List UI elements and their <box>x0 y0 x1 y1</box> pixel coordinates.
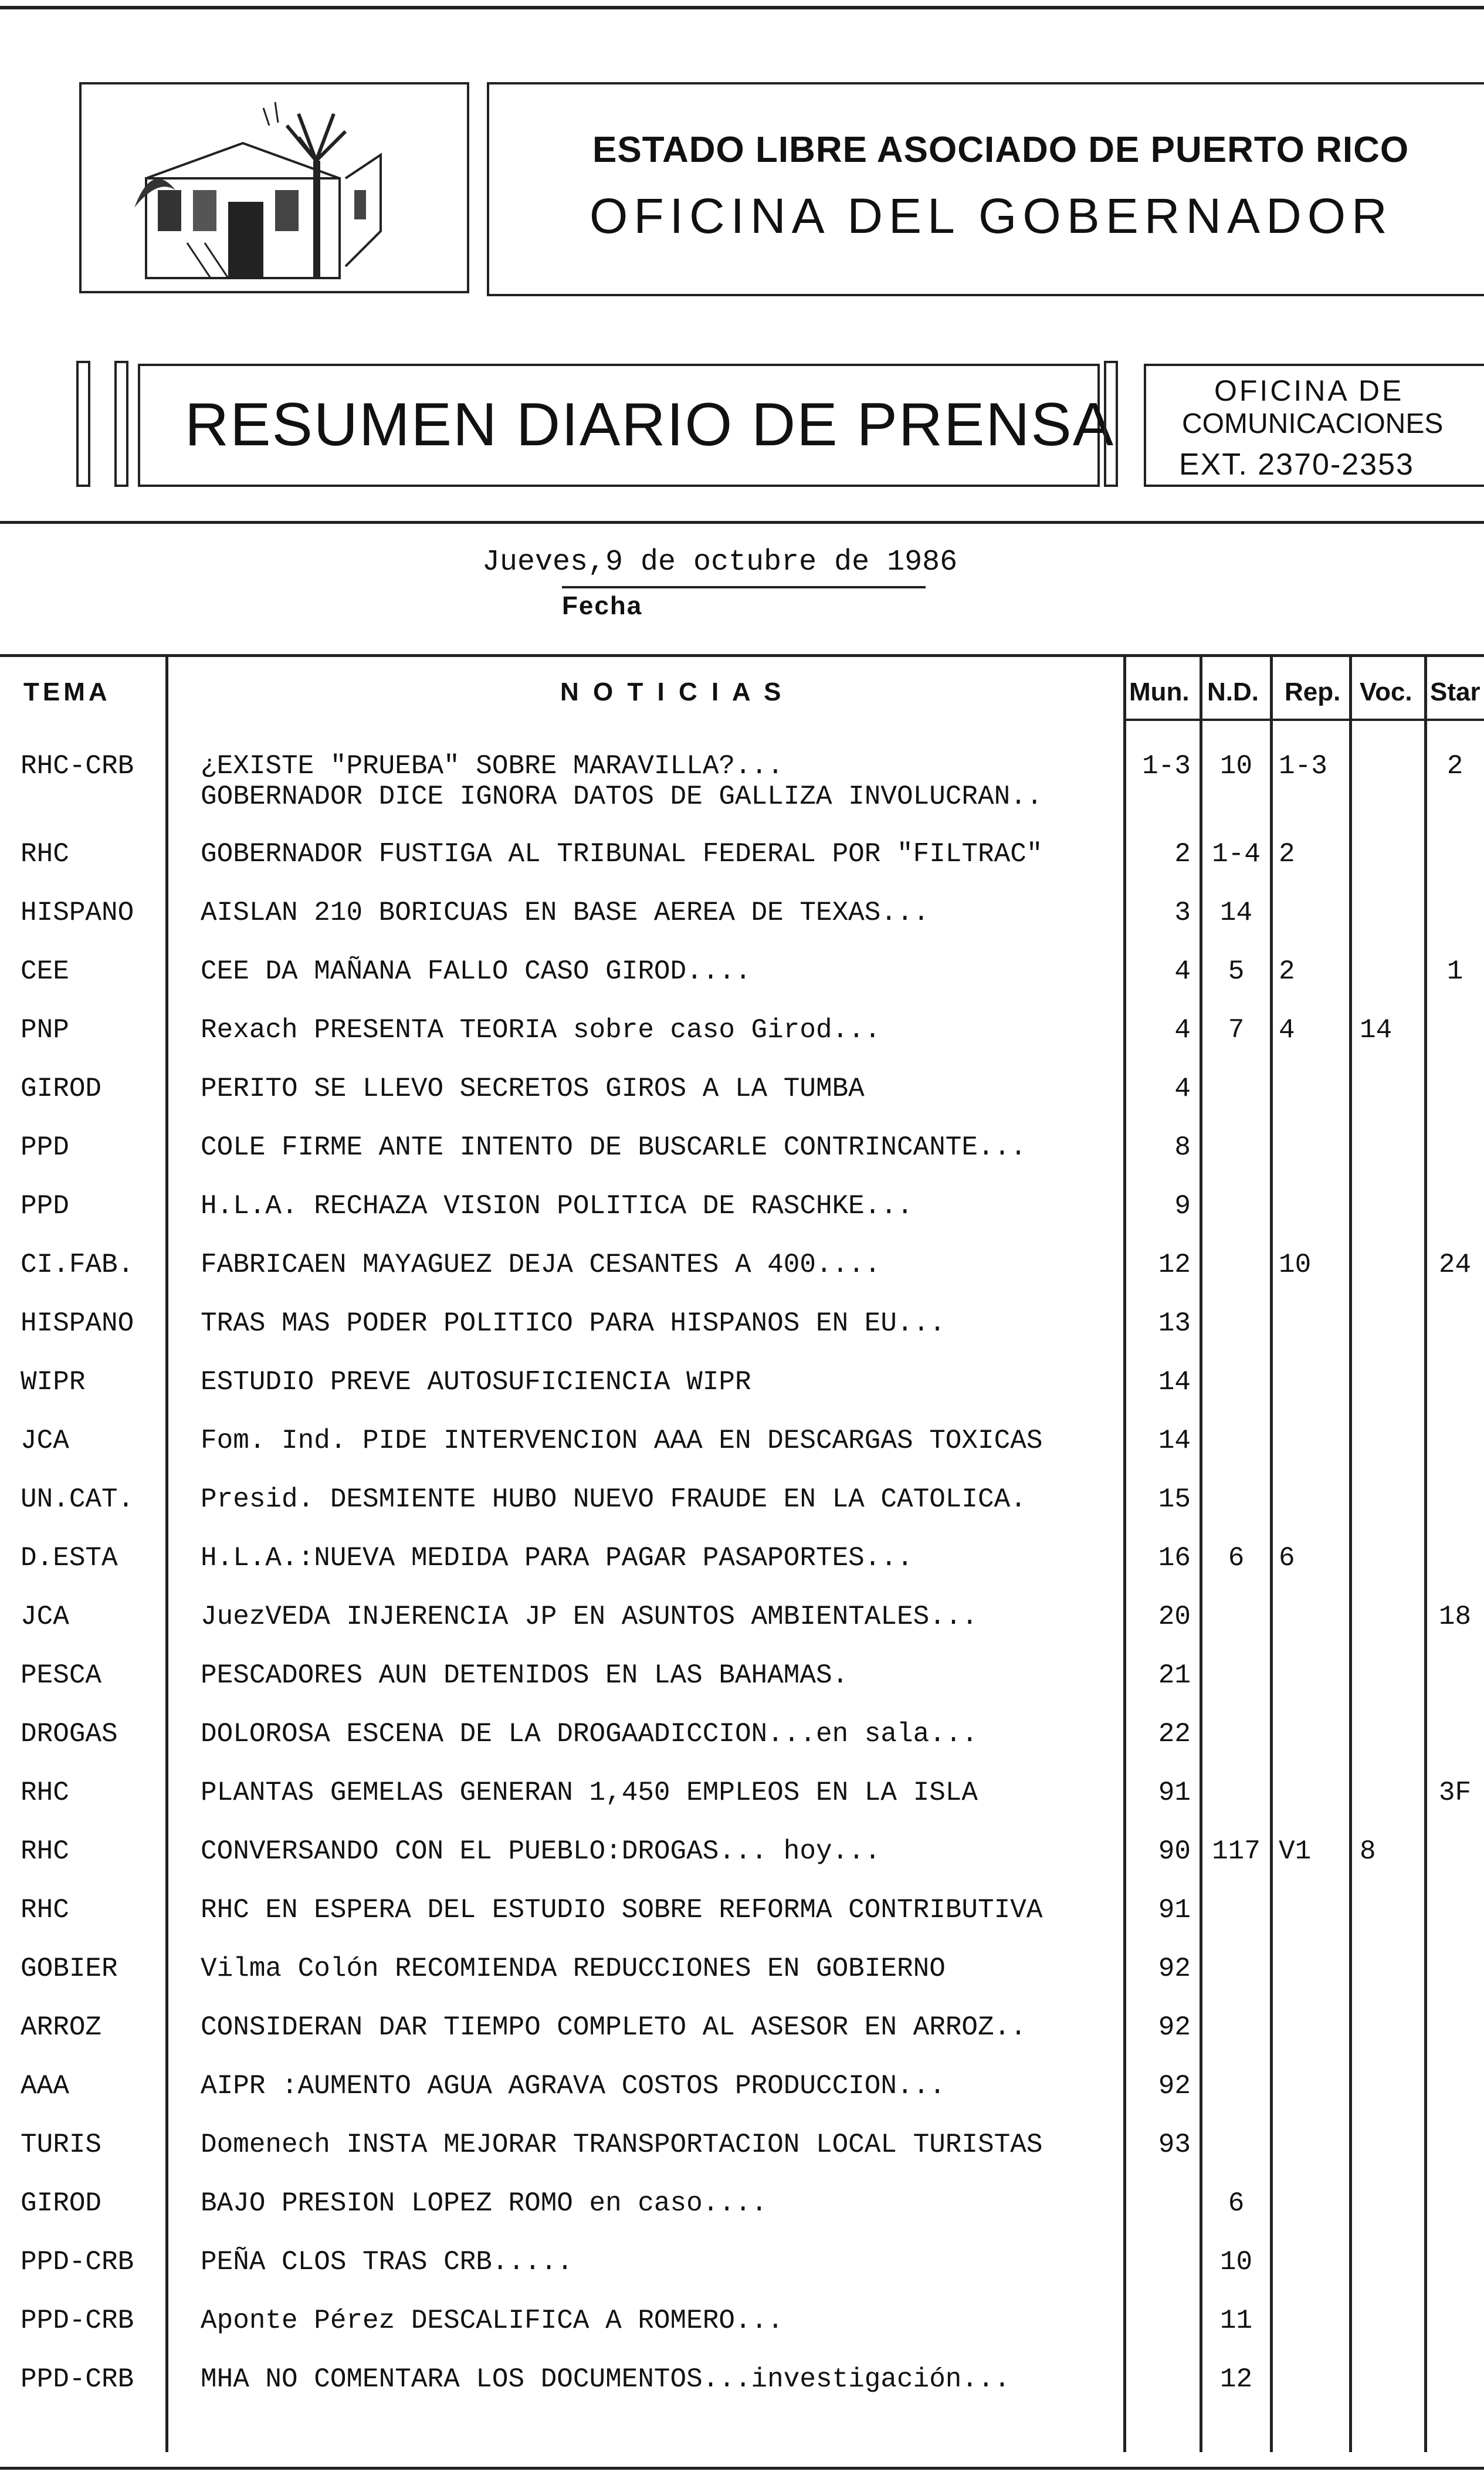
col-divider-mun-right <box>1200 654 1202 2452</box>
row-mun: 91 <box>1158 1777 1191 1808</box>
row-tema: RHC <box>21 1895 69 1925</box>
row-mun: 15 <box>1158 1484 1191 1515</box>
office-line-3: EXT. 2370-2353 <box>1179 448 1414 482</box>
banner-left-bar-1 <box>76 361 90 487</box>
row-rep: 6 <box>1279 1543 1295 1573</box>
row-tema: PNP <box>21 1015 69 1045</box>
row-nd: 6 <box>1228 1543 1245 1573</box>
row-mun: 4 <box>1174 956 1191 987</box>
row-tema: CEE <box>21 956 69 987</box>
table-header-rule <box>1123 719 1484 721</box>
governor-mansion-illustration <box>123 90 428 290</box>
row-noticia: GOBERNADOR FUSTIGA AL TRIBUNAL FEDERAL POR "FILTRAC" <box>201 839 1043 869</box>
row-nd: 7 <box>1228 1015 1245 1045</box>
row-tema: DROGAS <box>21 1719 118 1749</box>
col-divider-tema <box>165 654 168 2452</box>
row-noticia: H.L.A. RECHAZA VISION POLITICA DE RASCHKE... <box>201 1191 913 1221</box>
top-rule <box>0 6 1484 9</box>
office-name: OFICINA DEL GOBERNADOR <box>589 188 1393 243</box>
section-rule <box>0 521 1484 524</box>
col-header-rep: Rep. <box>1285 678 1341 706</box>
row-star: 24 <box>1438 1250 1472 1280</box>
row-noticia: PLANTAS GEMELAS GENERAN 1,450 EMPLEOS EN LA ISLA <box>201 1777 978 1808</box>
row-noticia: Vilma Colón RECOMIENDA REDUCCIONES EN GOBIERNO <box>201 1953 946 1984</box>
row-tema: PPD-CRB <box>21 2364 134 2395</box>
date-label: Fecha <box>562 591 643 620</box>
row-nd: 117 <box>1212 1836 1261 1867</box>
row-star: 2 <box>1446 751 1463 781</box>
row-noticia: Aponte Pérez DESCALIFICA A ROMERO... <box>201 2305 784 2336</box>
row-tema: CI.FAB. <box>21 1250 134 1280</box>
government-name: ESTADO LIBRE ASOCIADO DE PUERTO RICO <box>592 130 1410 170</box>
row-nd: 5 <box>1228 956 1245 987</box>
row-tema: PESCA <box>21 1660 102 1691</box>
row-noticia: Presid. DESMIENTE HUBO NUEVO FRAUDE EN LA CATOLICA. <box>201 1484 1026 1515</box>
row-mun: 92 <box>1158 2071 1191 2101</box>
row-noticia: ¿EXISTE "PRUEBA" SOBRE MARAVILLA?... <box>201 751 784 781</box>
row-nd: 10 <box>1219 751 1253 781</box>
row-nd: 10 <box>1219 2247 1253 2277</box>
row-rep: 2 <box>1279 956 1295 987</box>
row-tema: UN.CAT. <box>21 1484 134 1515</box>
row-mun: 9 <box>1174 1191 1191 1221</box>
banner-title: RESUMEN DIARIO DE PRENSA <box>185 391 1115 459</box>
row-tema: TURIS <box>21 2129 102 2160</box>
row-star: 18 <box>1438 1601 1472 1632</box>
col-header-voc: Voc. <box>1360 678 1412 706</box>
row-tema: PPD-CRB <box>21 2305 134 2336</box>
date-underline <box>562 586 926 588</box>
row-tema: AAA <box>21 2071 69 2101</box>
row-noticia: CONSIDERAN DAR TIEMPO COMPLETO AL ASESOR EN ARROZ.. <box>201 2012 1026 2043</box>
row-tema: WIPR <box>21 1367 86 1397</box>
col-header-tema: TEMA <box>23 678 111 706</box>
col-divider-rep-right <box>1349 654 1352 2452</box>
row-noticia: DOLOROSA ESCENA DE LA DROGAADICCION...en sala... <box>201 1719 978 1749</box>
row-nd: 11 <box>1219 2305 1253 2336</box>
row-mun: 13 <box>1158 1308 1191 1339</box>
row-rep: V1 <box>1279 1836 1312 1867</box>
col-header-star: Star <box>1430 678 1480 706</box>
row-noticia: Fom. Ind. PIDE INTERVENCION AAA EN DESCARGAS TOXICAS <box>201 1426 1043 1456</box>
date-value: Jueves,9 de octubre de 1986 <box>482 546 958 579</box>
col-divider-voc-right <box>1424 654 1427 2452</box>
office-line-1: OFICINA DE <box>1214 374 1404 407</box>
col-header-noticias: N O T I C I A S <box>560 678 785 706</box>
row-tema: ARROZ <box>21 2012 102 2043</box>
row-mun: 14 <box>1158 1367 1191 1397</box>
row-rep: 10 <box>1279 1250 1312 1280</box>
logo-box <box>79 82 469 293</box>
row-mun: 21 <box>1158 1660 1191 1691</box>
row-tema: RHC <box>21 1777 69 1808</box>
row-mun: 90 <box>1158 1836 1191 1867</box>
row-noticia: CONVERSANDO CON EL PUEBLO:DROGAS... hoy... <box>201 1836 881 1867</box>
row-noticia: Domenech INSTA MEJORAR TRANSPORTACION LOCAL TURISTAS <box>201 2129 1043 2160</box>
row-tema: HISPANO <box>21 898 134 928</box>
row-noticia: BAJO PRESION LOPEZ ROMO en caso.... <box>201 2188 768 2219</box>
row-mun: 12 <box>1158 1250 1191 1280</box>
row-tema: PPD <box>21 1191 69 1221</box>
row-noticia: PEÑA CLOS TRAS CRB..... <box>201 2247 573 2277</box>
row-tema: PPD-CRB <box>21 2247 134 2277</box>
row-tema: RHC <box>21 839 69 869</box>
row-noticia: RHC EN ESPERA DEL ESTUDIO SOBRE REFORMA CONTRIBUTIVA <box>201 1895 1043 1925</box>
row-mun: 92 <box>1158 1953 1191 1984</box>
row-star: 3F <box>1438 1777 1472 1808</box>
row-nd: 6 <box>1228 2188 1245 2219</box>
row-tema: PPD <box>21 1132 69 1163</box>
row-mun: 91 <box>1158 1895 1191 1925</box>
row-tema: GIROD <box>21 1074 102 1104</box>
row-mun: 93 <box>1158 2129 1191 2160</box>
row-star: 1 <box>1446 956 1463 987</box>
col-divider-mun-left <box>1123 654 1126 2452</box>
row-noticia: PERITO SE LLEVO SECRETOS GIROS A LA TUMBA <box>201 1074 865 1104</box>
row-nd: 12 <box>1219 2364 1253 2395</box>
row-tema: D.ESTA <box>21 1543 118 1573</box>
banner-right-bar-1 <box>1104 361 1118 487</box>
row-noticia: AIPR :AUMENTO AGUA AGRAVA COSTOS PRODUCCION... <box>201 2071 946 2101</box>
row-nd: 1-4 <box>1212 839 1261 869</box>
col-header-nd: N.D. <box>1207 678 1259 706</box>
row-mun: 14 <box>1158 1426 1191 1456</box>
row-tema: HISPANO <box>21 1308 134 1339</box>
row-mun: 4 <box>1174 1015 1191 1045</box>
row-noticia: H.L.A.:NUEVA MEDIDA PARA PAGAR PASAPORTES... <box>201 1543 913 1573</box>
row-tema: JCA <box>21 1601 69 1632</box>
row-mun: 3 <box>1174 898 1191 928</box>
row-tema: RHC <box>21 1836 69 1867</box>
row-mun: 1-3 <box>1142 751 1191 781</box>
banner-left-bar-2 <box>114 361 128 487</box>
row-noticia: Rexach PRESENTA TEORIA sobre caso Girod... <box>201 1015 881 1045</box>
row-mun: 8 <box>1174 1132 1191 1163</box>
row-noticia: TRAS MAS PODER POLITICO PARA HISPANOS EN EU... <box>201 1308 946 1339</box>
office-line-2: COMUNICACIONES <box>1182 408 1444 439</box>
col-header-mun: Mun. <box>1129 678 1190 706</box>
row-tema: JCA <box>21 1426 69 1456</box>
col-divider-nd-right <box>1270 654 1273 2452</box>
row-mun: 4 <box>1174 1074 1191 1104</box>
row-rep: 2 <box>1279 839 1295 869</box>
row-noticia-cont: GOBERNADOR DICE IGNORA DATOS DE GALLIZA INVOLUCRAN.. <box>201 781 1043 812</box>
row-voc: 8 <box>1360 1836 1376 1867</box>
row-mun: 22 <box>1158 1719 1191 1749</box>
row-mun: 2 <box>1174 839 1191 869</box>
row-rep: 1-3 <box>1279 751 1327 781</box>
row-noticia: FABRICAEN MAYAGUEZ DEJA CESANTES A 400.... <box>201 1250 881 1280</box>
row-mun: 20 <box>1158 1601 1191 1632</box>
row-noticia: CEE DA MAÑANA FALLO CASO GIROD.... <box>201 956 751 987</box>
row-noticia: ESTUDIO PREVE AUTOSUFICIENCIA WIPR <box>201 1367 751 1397</box>
row-rep: 4 <box>1279 1015 1295 1045</box>
row-noticia: COLE FIRME ANTE INTENTO DE BUSCARLE CONTRINCANTE... <box>201 1132 1026 1163</box>
row-nd: 14 <box>1219 898 1253 928</box>
row-tema: RHC-CRB <box>21 751 134 781</box>
row-noticia: PESCADORES AUN DETENIDOS EN LAS BAHAMAS. <box>201 1660 849 1691</box>
row-tema: GIROD <box>21 2188 102 2219</box>
row-mun: 16 <box>1158 1543 1191 1573</box>
row-mun: 92 <box>1158 2012 1191 2043</box>
row-noticia: MHA NO COMENTARA LOS DOCUMENTOS...investigación... <box>201 2364 1011 2395</box>
row-noticia: JuezVEDA INJERENCIA JP EN ASUNTOS AMBIENTALES... <box>201 1601 978 1632</box>
row-noticia: AISLAN 210 BORICUAS EN BASE AEREA DE TEXAS... <box>201 898 930 928</box>
row-tema: GOBIER <box>21 1953 118 1984</box>
table-top-rule <box>0 654 1484 657</box>
row-voc: 14 <box>1360 1015 1392 1045</box>
table-bottom-rule <box>0 2467 1484 2470</box>
